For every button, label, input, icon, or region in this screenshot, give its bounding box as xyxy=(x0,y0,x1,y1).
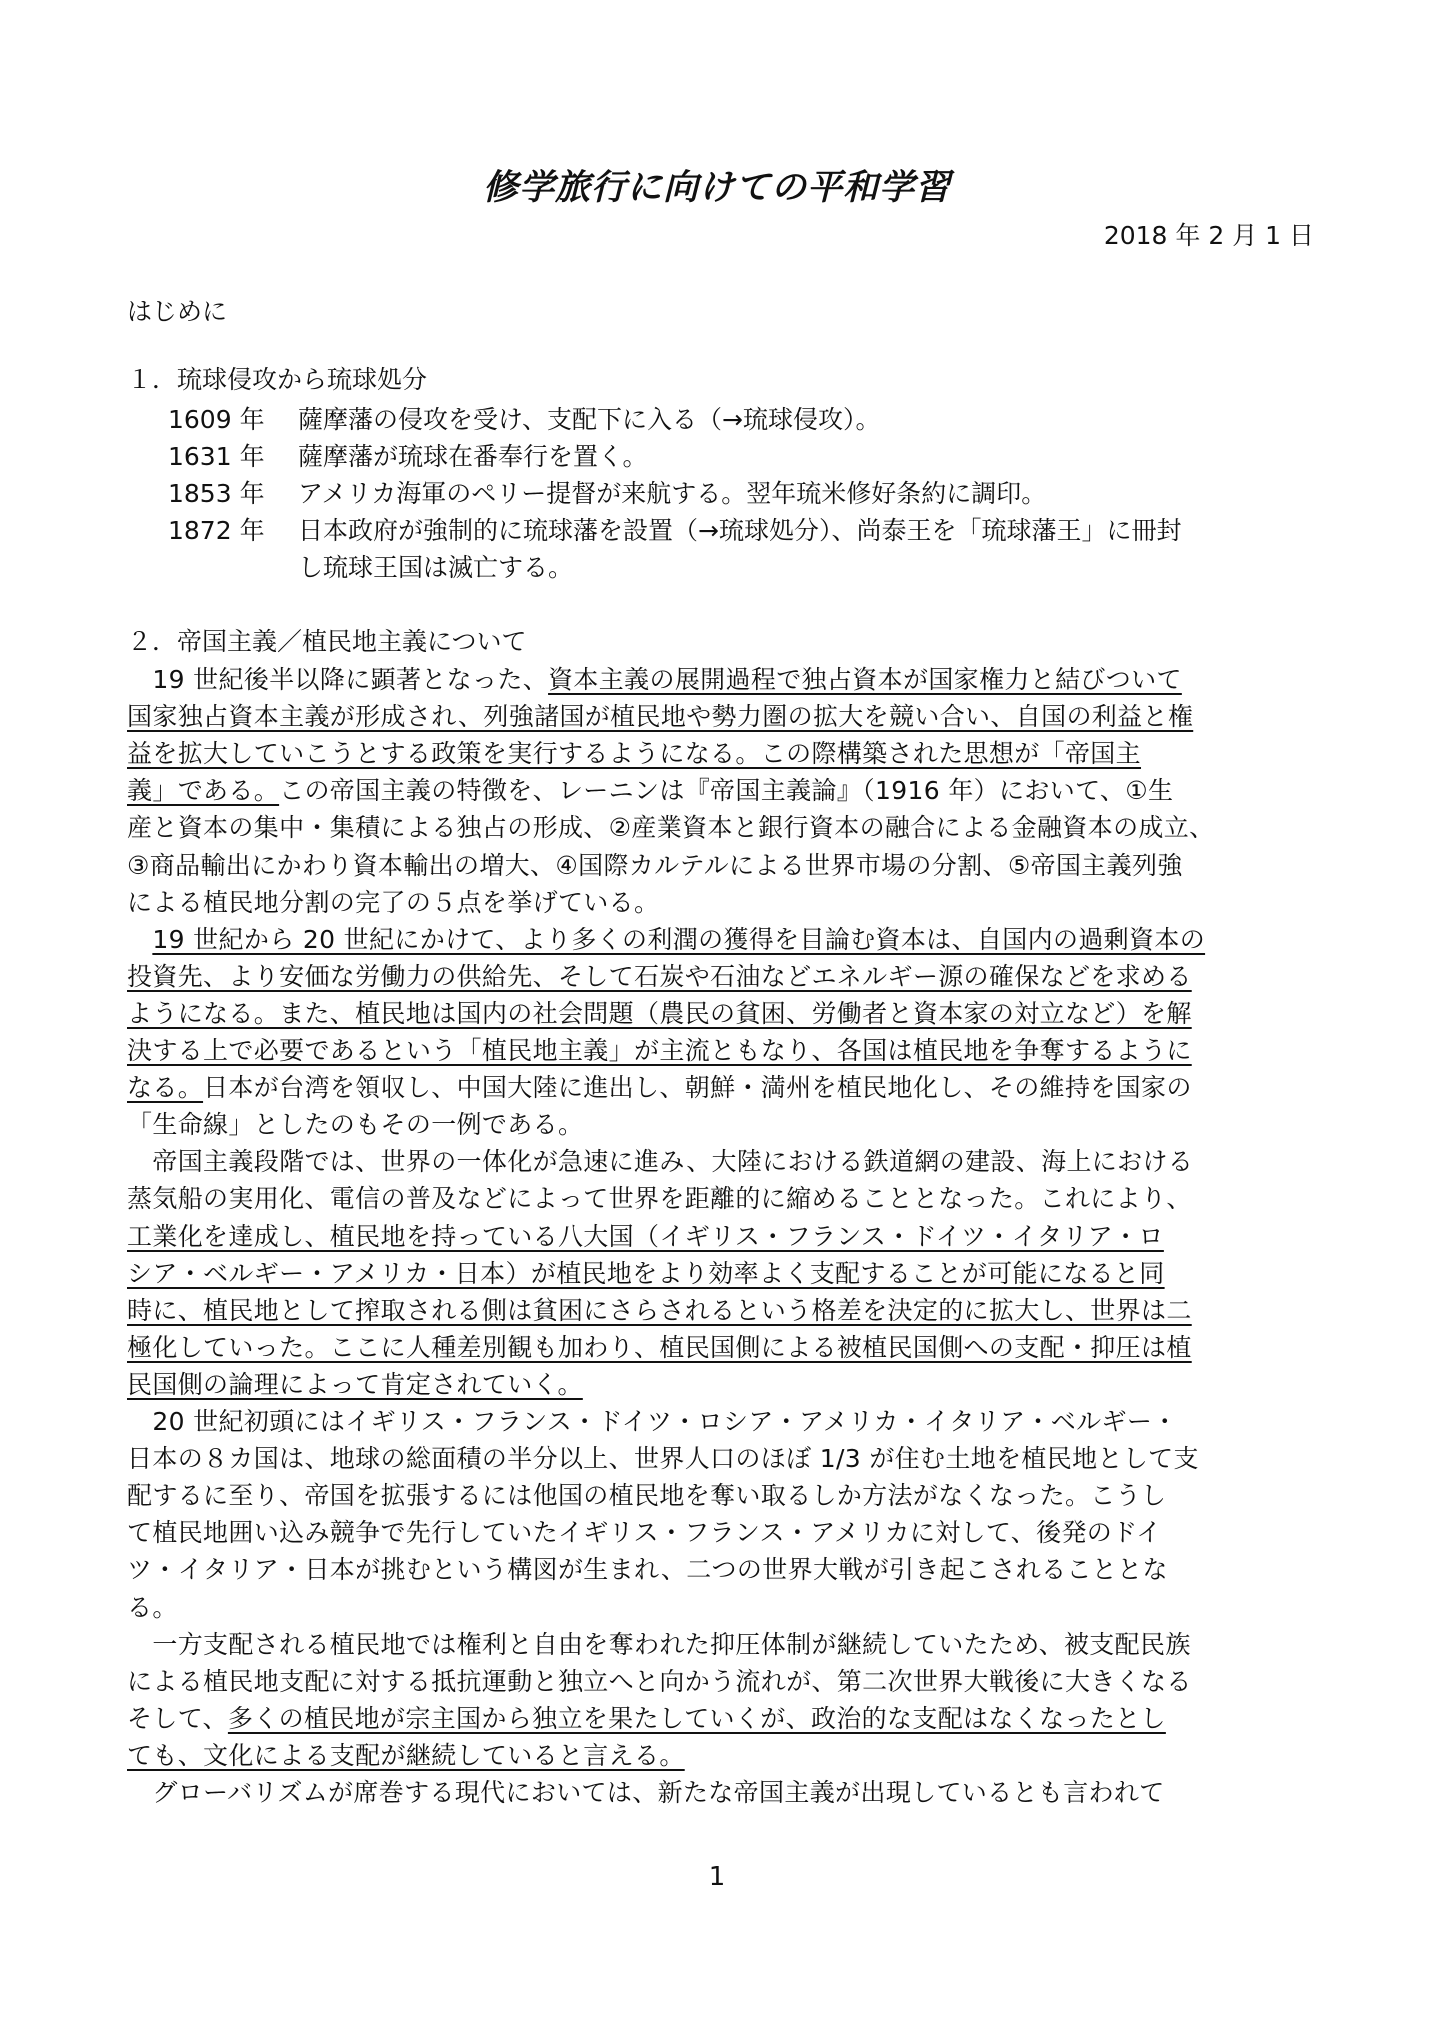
underlined-text: 益を拡大していこうとする政策を実行するようになる。この際構築された思想が「帝国主 xyxy=(127,739,1142,769)
page-number: 1 xyxy=(708,1862,726,1892)
underlined-text: 投資先、より安価な労働力の供給先、そして石炭や石油などエネルギー源の確保などを求める xyxy=(127,961,1192,991)
body-line xyxy=(127,1179,1192,1215)
body-line xyxy=(127,1068,1192,1104)
document-title: 修学旅行に向けての平和学習 xyxy=(482,168,951,208)
line-text: ツ・イタリア・日本が挑むという構図が生まれ、二つの世界大戦が引き起こされることとな xyxy=(127,1555,1168,1585)
line-text: る。 xyxy=(127,1592,178,1622)
event-text: 薩摩藩の侵攻を受け、支配下に入る（→琉球侵攻）。 xyxy=(298,405,881,434)
event-year: 1872 年 xyxy=(168,516,265,545)
document-date: 2018 年 2 月 1 日 xyxy=(1103,221,1314,250)
body-line xyxy=(127,1365,583,1401)
line-text: による植民地分割の完了の５点を挙げている。 xyxy=(127,887,660,917)
body-line xyxy=(127,1439,1199,1475)
event-text: 日本政府が強制的に琉球藩を設置（→琉球処分）、尚泰王を「琉球藩王」に冊封 xyxy=(298,516,1182,545)
event-text: アメリカ海軍のペリー提督が来航する。翌年琉米修好条約に調印。 xyxy=(298,479,1047,508)
body-line xyxy=(127,1291,1192,1327)
underlined-text: 民国側の論理によって肯定されていく。 xyxy=(127,1369,583,1399)
line-text: て植民地囲い込み競争で先行していたイギリス・フランス・アメリカに対して、後発のドイ xyxy=(127,1518,1162,1548)
underlined-text: 決する上で必要であるという「植民地主義」が主流ともなり、各国は植民地を争奪するように xyxy=(127,1036,1192,1065)
body-line xyxy=(127,883,659,919)
body-line xyxy=(127,1328,1192,1364)
section2-heading: ２．帝国主義／植民地主義について xyxy=(127,627,527,656)
body-line xyxy=(127,1476,1166,1512)
body-line xyxy=(127,957,1192,993)
body-line xyxy=(127,1217,1164,1253)
body-line xyxy=(127,846,1183,882)
underlined-text: 多くの植民地が宗主国から独立を果たしていくが、政治的な支配はなくなったとし xyxy=(227,1703,1166,1733)
event-text-continuation: し琉球王国は滅亡する。 xyxy=(298,553,574,582)
body-line xyxy=(127,660,1182,696)
body-line xyxy=(127,1402,1178,1438)
line-text: 日本が台湾を領収し、中国大陸に進出し、朝鮮・満州を植民地化し、その維持を国家の xyxy=(203,1073,1192,1103)
section1-heading: １．琉球侵攻から琉球処分 xyxy=(127,365,428,394)
body-line xyxy=(127,1588,178,1624)
underlined-text: シア・ベルギー・アメリカ・日本）が植民地をより効率よく支配することが可能になると同 xyxy=(127,1258,1165,1288)
underlined-text: 19 世紀から 20 世紀にかけて、より多くの利潤の獲得を目論む資本は、自国内の過剰資本の xyxy=(152,924,1206,954)
body-line xyxy=(127,1254,1165,1290)
underlined-text: 国家独占資本主義が形成され、列強諸国が植民地や勢力圏の拡大を競い合い、自国の利益と権 xyxy=(127,702,1194,732)
body-line xyxy=(127,808,1214,844)
underlined-text: 時に、植民地として搾取される側は貧困にさらされるという格差を決定的に拡大し、世界は二 xyxy=(127,1295,1192,1325)
line-text: 「生命線」としたのもその一例である。 xyxy=(127,1110,584,1140)
line-text: 蒸気船の実用化、電信の普及などによって世界を距離的に縮めることとなった。これにより、 xyxy=(127,1184,1192,1214)
underlined-text: 資本主義の展開過程で独占資本が国家権力と結びついて xyxy=(548,665,1182,694)
body-line xyxy=(127,771,1173,807)
line-text: 20 世紀初頭にはイギリス・フランス・ドイツ・ロシア・アメリカ・イタリア・ベルギー・ xyxy=(127,1407,1178,1436)
underlined-text: 工業化を達成し、植民地を持っている八大国（イギリス・フランス・ドイツ・イタリア・ロ xyxy=(127,1221,1164,1251)
body-line xyxy=(127,1625,1191,1661)
line-text: 一方支配される植民地では権利と自由を奪われた抑圧体制が継続していたため、被支配民族 xyxy=(127,1629,1191,1659)
underlined-text: ようになる。また、植民地は国内の社会問題（農民の貧困、労働者と資本家の対立など）を解 xyxy=(127,998,1192,1028)
line-text xyxy=(127,925,152,954)
underlined-text: 極化していった。ここに人種差別観も加わり、植民国側による被植民国側への支配・抑圧は植 xyxy=(127,1332,1192,1362)
line-text: 帝国主義段階では、世界の一体化が急速に進み、大陸における鉄道網の建設、海上における xyxy=(127,1147,1194,1177)
line-text: そして、 xyxy=(127,1703,228,1733)
body-line xyxy=(127,994,1192,1030)
body-line xyxy=(127,697,1193,733)
underlined-text: ても、文化による支配が継続していると言える。 xyxy=(127,1740,685,1770)
body-line xyxy=(127,1513,1162,1549)
body-line xyxy=(127,1662,1192,1698)
body-line xyxy=(127,1699,1166,1735)
intro-heading: はじめに xyxy=(127,297,228,326)
line-text: ③商品輸出にかわり資本輸出の増大、④国際カルテルによる世界市場の分割、⑤帝国主義列強 xyxy=(127,850,1183,880)
line-text: 19 世紀後半以降に顕著となった、 xyxy=(127,665,549,694)
body-line xyxy=(127,920,1205,956)
event-year: 1853 年 xyxy=(168,479,265,508)
line-text: 日本の８カ国は、地球の総面積の半分以上、世界人口のほぼ 1/3 が住む土地を植民地として支 xyxy=(127,1444,1199,1474)
event-text: 薩摩藩が琉球在番奉行を置く。 xyxy=(298,442,648,471)
line-text: による植民地支配に対する抵抗運動と独立へと向かう流れが、第二次世界大戦後に大きくなる xyxy=(127,1666,1192,1696)
event-year: 1631 年 xyxy=(168,442,265,471)
body-line xyxy=(127,1031,1192,1067)
body-line xyxy=(127,734,1141,770)
line-text: グローバリズムが席巻する現代においては、新たな帝国主義が出現しているとも言われて xyxy=(127,1778,1165,1807)
body-line xyxy=(127,1142,1193,1178)
body-line xyxy=(127,1105,583,1141)
body-line xyxy=(127,1736,685,1772)
body-line xyxy=(127,1550,1168,1586)
underlined-text: 義」である。 xyxy=(127,776,280,806)
event-year: 1609 年 xyxy=(168,405,265,434)
line-text: 配するに至り、帝国を拡張するには他国の植民地を奪い取るしか方法がなくなった。こうし xyxy=(127,1481,1167,1511)
line-text: 産と資本の集中・集積による独占の形成、②産業資本と銀行資本の融合による金融資本の成立、 xyxy=(127,813,1215,843)
line-text: この帝国主義の特徴を、レーニンは『帝国主義論』（1916 年）において、①生 xyxy=(279,776,1174,806)
body-line xyxy=(127,1773,1165,1809)
underlined-text: なる。 xyxy=(127,1073,204,1103)
